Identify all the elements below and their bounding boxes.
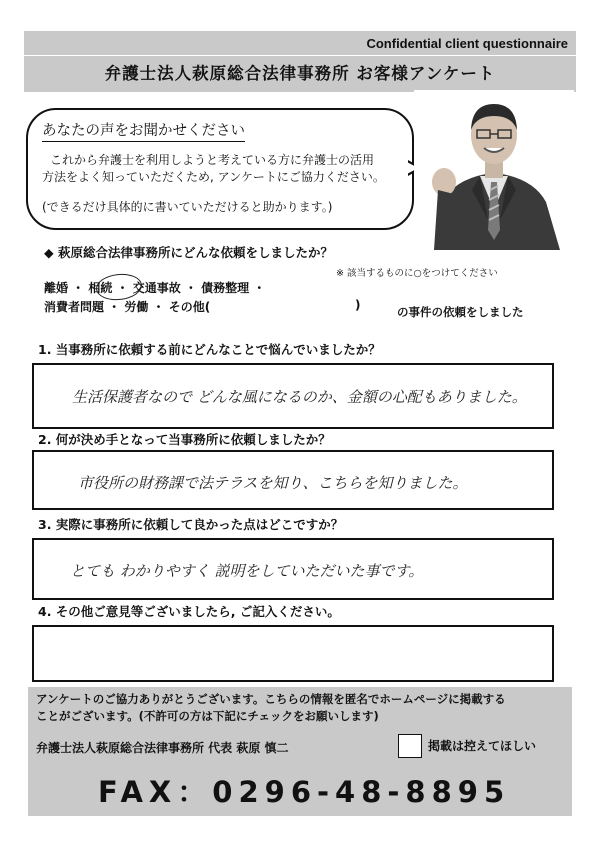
answer-box-4[interactable] bbox=[32, 625, 554, 682]
answer-3-text: とても わかりやすく 説明をしていただいた事です。 bbox=[70, 562, 424, 580]
page-title: 弁護士法人萩原総合法律事務所 お客様アンケート bbox=[24, 56, 576, 92]
answer-1-text: 生活保護者なので どんな風になるのか、金額の心配もありました。 bbox=[72, 388, 527, 406]
request-suffix: の事件の依頼をしました bbox=[397, 305, 524, 319]
request-note: ※ 該当するものに○をつけてください bbox=[336, 268, 498, 279]
fax-number: FAX：0296-48-8895 bbox=[98, 775, 511, 809]
request-options-line-1: 離婚 ・ 相続 ・ 交通事故 ・ 債務整理 ・ bbox=[44, 281, 266, 295]
footer-line-1: アンケートのご協力ありがとうございます。こちらの情報を匿名でホームページに掲載する bbox=[36, 692, 506, 706]
question-1-title: 1. 当事務所に依頼する前にどんなことで悩んでいましたか？ bbox=[38, 342, 381, 357]
no-publish-checkbox[interactable] bbox=[398, 734, 422, 758]
request-question: ◆ 萩原総合法律事務所にどんな依頼をしましたか？ bbox=[44, 245, 333, 260]
lawyer-portrait-icon bbox=[414, 90, 574, 250]
intro-line-1: これから弁護士を利用しようと考えている方に弁護士の活用 bbox=[50, 153, 375, 167]
footer-signature: 弁護士法人萩原総合法律事務所 代表 萩原 慎二 bbox=[36, 741, 289, 755]
question-4-title: 4. その他ご意見等ございましたら, ご記入ください。 bbox=[38, 604, 340, 619]
no-publish-label: 掲載は控えてほしい bbox=[428, 739, 537, 753]
question-3-title: 3. 実際に事務所に依頼して良かった点はどこですか？ bbox=[38, 517, 344, 532]
intro-line-3: (できるだけ具体的に書いていただけると助かります。) bbox=[42, 200, 333, 214]
confidential-label: Confidential client questionnaire bbox=[24, 31, 576, 55]
question-2-title: 2. 何が決め手となって当事務所に依頼しましたか？ bbox=[38, 432, 331, 447]
footer-line-2: ことがございます。(不許可の方は下記にチェックをお願いします) bbox=[36, 709, 379, 723]
intro-line-2: 方法をよく知っていただくため, アンケートにご協力ください。 bbox=[42, 170, 385, 184]
answer-2-text: 市役所の財務課で法テラスを知り、こちらを知りました。 bbox=[78, 474, 468, 492]
request-options-line-2: 消費者問題 ・ 労働 ・ その他( bbox=[44, 300, 211, 314]
request-options-close: ) bbox=[355, 298, 361, 312]
intro-heading: あなたの声をお聞かせください bbox=[42, 119, 245, 142]
